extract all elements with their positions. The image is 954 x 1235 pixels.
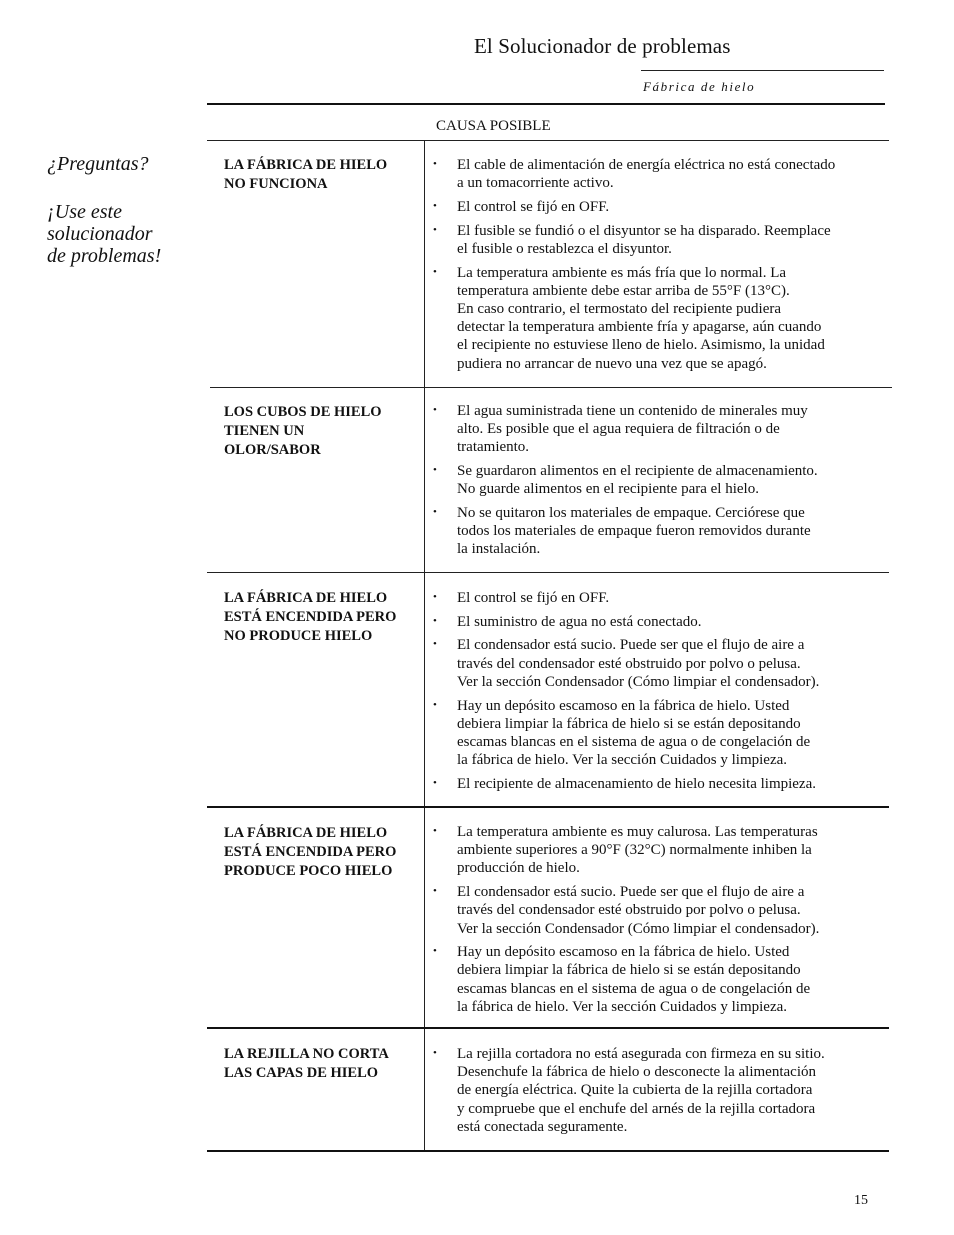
bullet-icon: •: [433, 614, 437, 627]
cause-line: la fábrica de hielo. Ver la sección Cuidados y limpieza.: [457, 998, 788, 1015]
row-divider: [207, 806, 889, 808]
cause-line: producción de hielo.: [457, 860, 580, 877]
bullet-icon: •: [433, 776, 437, 789]
cause-line: El cable de alimentación de energía eléctrica no está conectado: [457, 157, 836, 173]
cause-line: Hay un depósito escamoso en la fábrica de hielo. Usted: [457, 697, 790, 714]
cause-list-no-funciona: [433, 156, 888, 378]
sidebar-prompt: [47, 153, 207, 267]
cause-item: [433, 883, 888, 938]
cause-item: [433, 222, 888, 258]
cause-item: [433, 589, 888, 607]
header-divider: [641, 70, 884, 71]
cause-line: debiera limpiar la fábrica de hielo si se están depositando: [457, 715, 801, 732]
column-header-rule: [207, 140, 889, 141]
cause-item: [433, 504, 888, 559]
cause-item: [433, 402, 888, 457]
table-bottom-rule: [207, 1150, 889, 1152]
bullet-icon: •: [433, 1047, 437, 1059]
problem-label-olor-sabor: [224, 403, 419, 459]
problem-label-line: TIENEN UN: [224, 422, 305, 439]
cause-line: La temperatura ambiente es más fría que lo normal. La: [457, 264, 787, 281]
cause-item: [433, 264, 888, 373]
problem-label-rejilla: [224, 1045, 419, 1083]
cause-line: el fusible o restablezca el disyuntor.: [457, 240, 672, 257]
problem-label-line: ESTÁ ENCENDIDA PERO: [224, 843, 397, 860]
cause-line: la fábrica de hielo. Ver la sección Cuidados y limpieza.: [457, 752, 788, 769]
cause-line: tratamiento.: [457, 439, 530, 456]
cause-item: [433, 943, 888, 1016]
cause-item: [433, 198, 888, 216]
cause-list-olor-sabor: [433, 402, 888, 564]
sidebar-prompt-line: ¡Use este: [47, 201, 122, 223]
bullet-icon: •: [433, 638, 437, 651]
cause-item: [433, 156, 888, 192]
cause-line: En caso contrario, el termostato del recipiente pudiera: [457, 300, 782, 317]
section-subtitle: Fábrica de hielo: [643, 79, 756, 94]
cause-line: detectar la temperatura ambiente fría y apagarse, aún cuando: [457, 319, 822, 336]
sidebar-question: ¿Preguntas?: [47, 153, 149, 175]
cause-line: El suministro de agua no está conectado.: [457, 613, 702, 630]
bullet-icon: •: [433, 158, 437, 170]
cause-line: El condensador está sucio. Puede ser que el flujo de aire a: [457, 884, 805, 901]
cause-item: [433, 1045, 888, 1136]
cause-list-rejilla: [433, 1045, 888, 1142]
problem-label-no-funciona: [224, 156, 419, 194]
column-header-causa-posible: CAUSA POSIBLE: [436, 118, 551, 134]
row-divider: [210, 387, 892, 388]
cause-line: la instalación.: [457, 541, 541, 558]
cause-line: El control se fijó en OFF.: [457, 198, 610, 215]
cause-line: y compruebe que el enchufe del arnés de la rejilla cortadora: [457, 1100, 816, 1117]
sidebar-prompt-line: de problemas!: [47, 245, 162, 267]
cause-line: Ver la sección Condensador (Cómo limpiar el condensador).: [457, 673, 820, 690]
page-number: 15: [854, 1193, 868, 1208]
cause-item: [433, 613, 888, 631]
cause-line: Se guardaron alimentos en el recipiente de almacenamiento.: [457, 463, 818, 480]
cause-line: todos los materiales de empaque fueron removidos durante: [457, 523, 811, 540]
bullet-icon: •: [433, 464, 437, 477]
cause-line: El control se fijó en OFF.: [457, 590, 610, 606]
cause-item: [433, 636, 888, 691]
problem-label-line: NO PRODUCE HIELO: [224, 627, 373, 644]
bullet-icon: •: [433, 199, 437, 212]
cause-line: temperatura ambiente debe estar arriba de 55°F (13°C).: [457, 282, 790, 299]
cause-line: alto. Es posible que el agua requiera de filtración o de: [457, 421, 780, 438]
problem-label-line: LAS CAPAS DE HIELO: [224, 1064, 379, 1081]
bullet-icon: •: [433, 404, 437, 416]
cause-list-poco-hielo: [433, 823, 888, 1022]
problem-label-poco-hielo: [224, 824, 419, 880]
column-divider: [424, 141, 425, 1151]
cause-line: ambiente superiores a 90°F (32°C) normalmente inhiben la: [457, 842, 812, 859]
cause-item: [433, 823, 888, 878]
bullet-icon: •: [433, 265, 437, 278]
sidebar-prompt-line: solucionador: [47, 223, 153, 245]
cause-line: Hay un depósito escamoso en la fábrica de hielo. Usted: [457, 944, 790, 961]
problem-label-line: LA FÁBRICA DE HIELO: [224, 825, 388, 841]
problem-label-line: LA FÁBRICA DE HIELO: [224, 157, 388, 173]
header-rule: [207, 103, 885, 105]
cause-item: [433, 775, 888, 793]
cause-line: La rejilla cortadora no está asegurada con firmeza en su sitio.: [457, 1046, 825, 1062]
cause-line: través del condensador esté obstruido por polvo o pelusa.: [457, 902, 801, 919]
cause-line: La temperatura ambiente es muy calurosa. Las temperaturas: [457, 824, 818, 840]
cause-line: El agua suministrada tiene un contenido de minerales muy: [457, 403, 808, 419]
bullet-icon: •: [433, 223, 437, 236]
cause-line: de energía eléctrica. Quite la cubierta de la rejilla cortadora: [457, 1082, 813, 1099]
bullet-icon: •: [433, 945, 437, 958]
problem-label-line: ESTÁ ENCENDIDA PERO: [224, 608, 397, 625]
bullet-icon: •: [433, 698, 437, 711]
cause-line: No se quitaron los materiales de empaque. Cerciórese que: [457, 505, 805, 522]
cause-line: pudiera no arrancar de nuevo una vez que se apagó.: [457, 355, 767, 372]
bullet-icon: •: [433, 825, 437, 837]
cause-line: Desenchufe la fábrica de hielo o desconecte la alimentación: [457, 1064, 816, 1081]
problem-label-no-produce-hielo: [224, 589, 419, 645]
problem-label-line: OLOR/SABOR: [224, 441, 321, 458]
problem-label-line: PRODUCE POCO HIELO: [224, 862, 393, 879]
page-title: El Solucionador de problemas: [474, 34, 731, 58]
bullet-icon: •: [433, 591, 437, 603]
cause-line: El fusible se fundió o el disyuntor se ha disparado. Reemplace: [457, 222, 831, 239]
cause-line: El condensador está sucio. Puede ser que el flujo de aire a: [457, 637, 805, 654]
problem-label-line: LA REJILLA NO CORTA: [224, 1046, 389, 1062]
cause-line: debiera limpiar la fábrica de hielo si se están depositando: [457, 962, 801, 979]
cause-list-no-produce-hielo: [433, 589, 888, 799]
problem-label-line: LOS CUBOS DE HIELO: [224, 404, 382, 420]
cause-line: a un tomacorriente activo.: [457, 175, 614, 192]
cause-line: través del condensador esté obstruido por polvo o pelusa.: [457, 655, 801, 672]
cause-line: está conectada seguramente.: [457, 1118, 628, 1135]
bullet-icon: •: [433, 885, 437, 898]
bullet-icon: •: [433, 506, 437, 519]
cause-line: el recipiente no estuviese lleno de hielo. Asimismo, la unidad: [457, 337, 825, 354]
problem-label-line: LA FÁBRICA DE HIELO: [224, 590, 388, 606]
row-divider: [207, 1027, 889, 1029]
cause-line: No guarde alimentos en el recipiente para el hielo.: [457, 481, 759, 498]
row-divider: [207, 572, 889, 573]
cause-line: Ver la sección Condensador (Cómo limpiar el condensador).: [457, 920, 820, 937]
cause-line: escamas blancas en el sistema de agua o de congelación de: [457, 980, 811, 997]
cause-line: El recipiente de almacenamiento de hielo necesita limpieza.: [457, 775, 816, 792]
cause-item: [433, 462, 888, 498]
cause-item: [433, 697, 888, 770]
problem-label-line: NO FUNCIONA: [224, 175, 328, 192]
cause-line: escamas blancas en el sistema de agua o de congelación de: [457, 733, 811, 750]
